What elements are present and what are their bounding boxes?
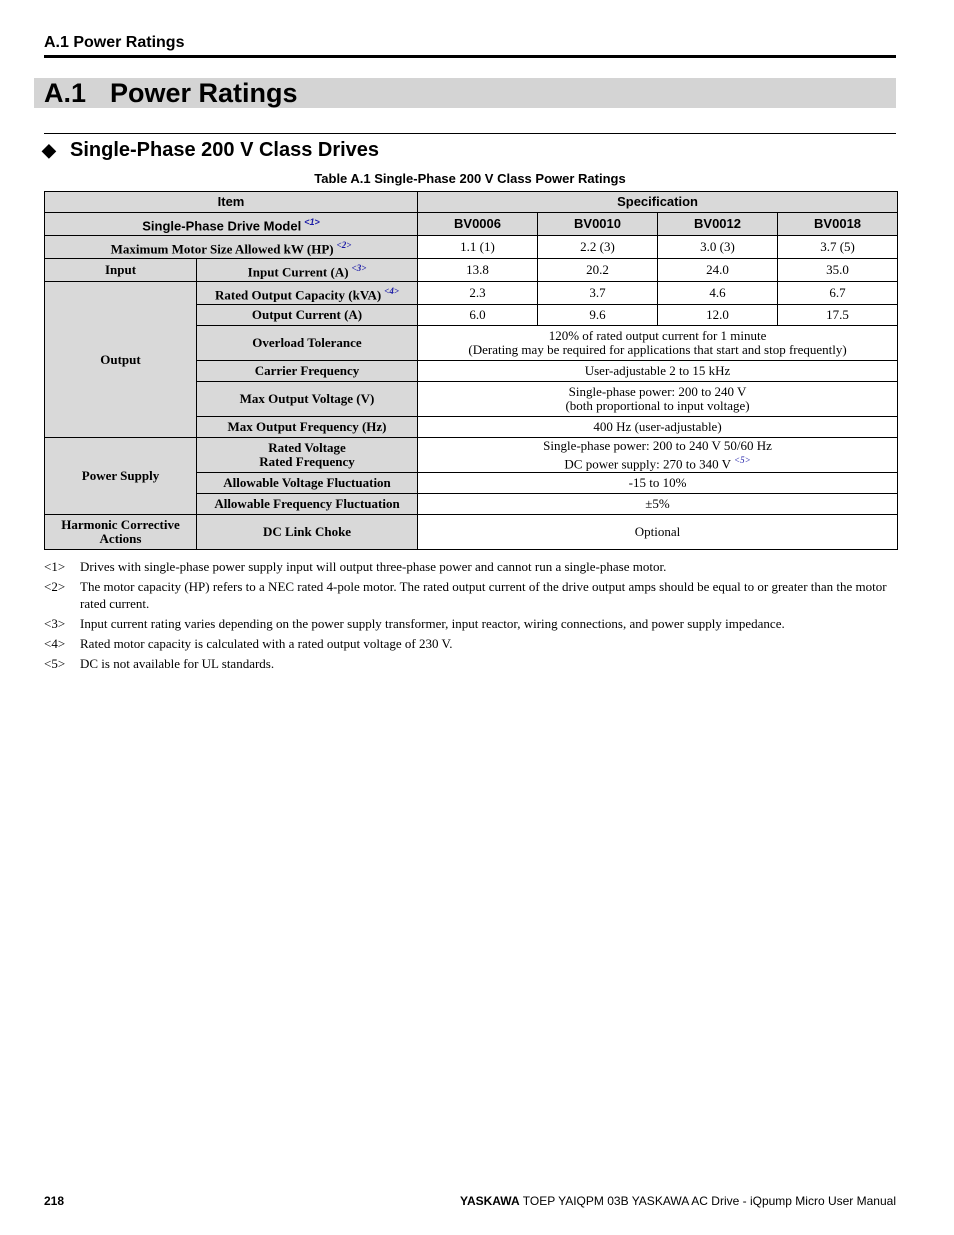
max-voltage-value-cell — [418, 382, 898, 417]
section-title-text: Power Ratings — [110, 78, 298, 108]
max-motor-row — [45, 236, 898, 259]
input-group-label: Input — [45, 259, 197, 282]
running-header: A.1 Power Ratings — [44, 34, 185, 51]
section-number: A.1 — [44, 78, 87, 108]
frequency-fluctuation-label: Allowable Frequency Fluctuation — [197, 494, 418, 515]
header-rule — [44, 55, 896, 58]
power-ratings-table — [44, 191, 898, 550]
output-current-label: Output Current (A) — [197, 305, 418, 326]
footnote-tag: <5> — [44, 656, 66, 671]
carrier-value: User-adjustable 2 to 15 kHz — [418, 361, 898, 382]
max-voltage-line-1: Single-phase power: 200 to 240 V — [568, 384, 747, 399]
model-bv0010: BV0010 — [538, 213, 658, 236]
table-cell: 6.7 — [778, 282, 898, 305]
output-capacity-label-cell — [197, 282, 418, 305]
rated-supply-line-1: Single-phase power: 200 to 240 V 50/60 Hz — [543, 437, 772, 453]
footnote-tag: <1> — [44, 559, 66, 574]
rated-frequency-label: Rated Frequency — [259, 454, 355, 469]
input-current-label-cell — [197, 259, 418, 282]
max-motor-label: Maximum Motor Size Allowed kW (HP) — [110, 241, 334, 257]
subsection-heading — [42, 138, 379, 162]
footnote-text: Drives with single-phase power supply input will output three-phase power and cannot run a single-phase motor. — [80, 559, 667, 574]
rated-supply-label-cell — [197, 438, 418, 473]
header-item: Item — [45, 192, 418, 213]
subsection-title: Single-Phase 200 V Class Drives — [70, 139, 380, 161]
footnote-5 — [44, 655, 896, 672]
page-number: 218 — [44, 1194, 65, 1208]
table-cell: 3.0 (3) — [658, 236, 778, 259]
voltage-fluctuation-value: -15 to 10% — [418, 473, 898, 494]
model-label: Single-Phase Drive Model — [142, 218, 302, 234]
dc-link-choke-value: Optional — [418, 515, 898, 550]
input-current-label: Input Current (A) — [247, 264, 349, 280]
table-cell: 24.0 — [658, 259, 778, 282]
power-supply-group-label: Power Supply — [45, 438, 197, 515]
footnote-ref-3[interactable]: <3> — [351, 262, 367, 273]
footnote-text: Input current rating varies depending on the power supply transformer, input reactor, wiring connections, and power supply impedance. — [80, 616, 785, 631]
footnote-tag: <3> — [44, 616, 66, 631]
table-cell: 20.2 — [538, 259, 658, 282]
max-frequency-label: Max Output Frequency (Hz) — [197, 417, 418, 438]
footer-manual-title — [460, 1194, 896, 1208]
frequency-fluctuation-value: ±5% — [418, 494, 898, 515]
footer-manual-name: TOEP YAIQPM 03B YASKAWA AC Drive - iQpump Micro User Manual — [522, 1194, 896, 1208]
overload-line-1: 120% of rated output current for 1 minute — [548, 328, 767, 343]
rated-supply-line-2: DC power supply: 270 to 340 V — [564, 456, 732, 472]
header-specification: Specification — [418, 192, 898, 213]
rated-supply-line-2-wrap — [422, 453, 893, 471]
table-cell: 3.7 (5) — [778, 236, 898, 259]
input-current-row — [45, 259, 898, 282]
footnote-1 — [44, 558, 896, 575]
table-cell: 12.0 — [658, 305, 778, 326]
footer-brand: YASKAWA — [460, 1194, 520, 1208]
harmonic-row — [45, 515, 898, 550]
harmonic-group-label: Harmonic Corrective Actions — [45, 515, 197, 550]
table-cell: 1.1 (1) — [418, 236, 538, 259]
footnote-3 — [44, 615, 896, 632]
dc-link-choke-label: DC Link Choke — [197, 515, 418, 550]
table-cell: 4.6 — [658, 282, 778, 305]
table-cell: 17.5 — [778, 305, 898, 326]
footnote-ref-1[interactable]: <1> — [304, 216, 320, 227]
max-motor-label-cell — [45, 236, 418, 259]
overload-line-2: (Derating may be required for applications that start and stop frequently) — [468, 342, 847, 357]
output-capacity-row — [45, 282, 898, 305]
footnote-ref-5[interactable]: <5> — [734, 454, 751, 465]
table-cell: 9.6 — [538, 305, 658, 326]
table-cell: 2.2 (3) — [538, 236, 658, 259]
table-cell: 13.8 — [418, 259, 538, 282]
table-cell: 2.3 — [418, 282, 538, 305]
max-voltage-label: Max Output Voltage (V) — [197, 382, 418, 417]
model-row — [45, 213, 898, 236]
model-bv0006: BV0006 — [418, 213, 538, 236]
rated-voltage-label: Rated Voltage — [268, 440, 346, 455]
table-header-row — [45, 192, 898, 213]
carrier-label: Carrier Frequency — [197, 361, 418, 382]
diamond-bullet-icon: ◆ — [42, 140, 56, 160]
footnote-4 — [44, 635, 896, 652]
footnote-text: The motor capacity (HP) refers to a NEC rated 4-pole motor. The rated output current of the drive output amps should be equal to or greater than the motor rated current. — [80, 579, 887, 611]
overload-value-cell — [418, 326, 898, 361]
model-bv0012: BV0012 — [658, 213, 778, 236]
max-voltage-line-2: (both proportional to input voltage) — [565, 398, 750, 413]
footnote-text: DC is not available for UL standards. — [80, 656, 275, 671]
footnote-ref-4[interactable]: <4> — [384, 285, 400, 296]
output-capacity-label: Rated Output Capacity (kVA) — [215, 287, 382, 303]
max-frequency-value: 400 Hz (user-adjustable) — [418, 417, 898, 438]
overload-label: Overload Tolerance — [197, 326, 418, 361]
table-cell: 6.0 — [418, 305, 538, 326]
table-caption: Table A.1 Single-Phase 200 V Class Power Ratings — [314, 171, 626, 186]
subsection-rule — [44, 133, 896, 134]
rated-supply-row — [45, 438, 898, 473]
footnotes — [44, 558, 896, 675]
section-title — [44, 77, 298, 109]
table-cell: 35.0 — [778, 259, 898, 282]
table-cell: 3.7 — [538, 282, 658, 305]
rated-supply-value-cell — [418, 438, 898, 473]
footnote-tag: <4> — [44, 636, 66, 651]
footnote-ref-2[interactable]: <2> — [336, 239, 352, 250]
voltage-fluctuation-label: Allowable Voltage Fluctuation — [197, 473, 418, 494]
model-label-cell — [45, 213, 418, 236]
footnote-2 — [44, 578, 896, 612]
footnote-text: Rated motor capacity is calculated with a rated output voltage of 230 V. — [80, 636, 453, 651]
model-bv0018: BV0018 — [778, 213, 898, 236]
output-group-label: Output — [45, 282, 197, 438]
footnote-tag: <2> — [44, 579, 66, 594]
